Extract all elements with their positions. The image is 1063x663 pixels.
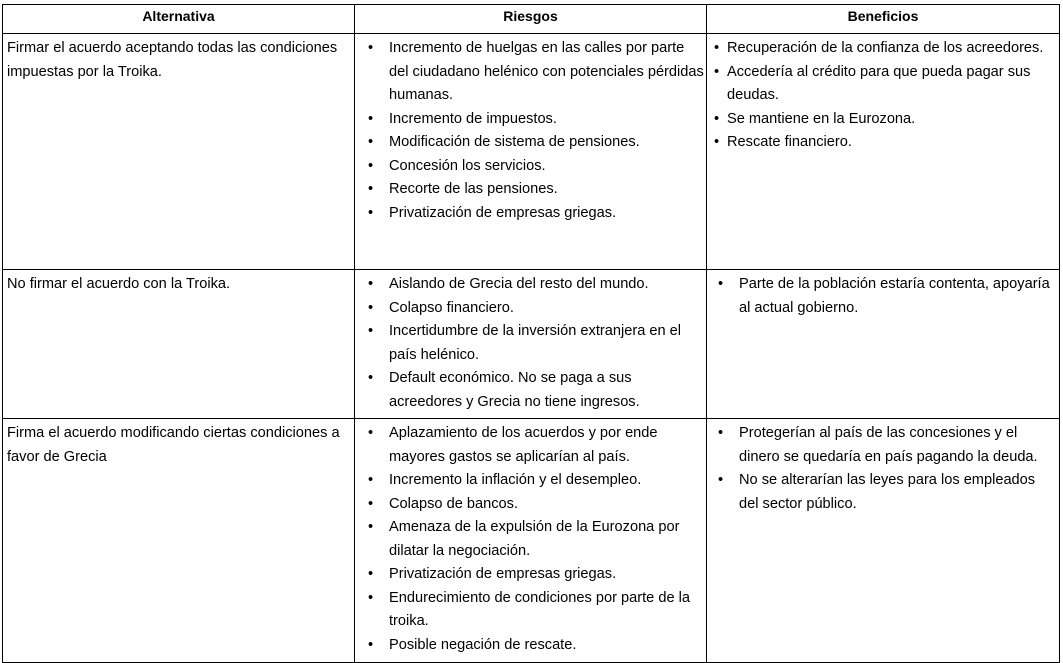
list-item: • No se alterarían las leyes para los empleados del sector público. (707, 469, 1057, 516)
riesgos-list (355, 422, 704, 657)
beneficios-list (707, 37, 1057, 155)
list-item: • Concesión los servicios. (355, 155, 704, 179)
list-item: • Aislando de Grecia del resto del mundo. (355, 273, 704, 297)
header-riesgos: Riesgos (355, 5, 707, 34)
beneficios-cell (707, 270, 1060, 419)
table-row (3, 270, 1060, 419)
header-alternativa: Alternativa (3, 5, 355, 34)
list-item: • Endurecimiento de condiciones por parte de la troika. (355, 587, 704, 634)
list-item: • Privatización de empresas griegas. (355, 202, 704, 226)
riesgos-cell (355, 34, 707, 270)
beneficios-list (707, 273, 1057, 320)
list-item: • Parte de la población estaría contenta, apoyaría al actual gobierno. (707, 273, 1057, 320)
list-item: • Incertidumbre de la inversión extranjera en el país helénico. (355, 320, 704, 367)
alternativa-cell: No firmar el acuerdo con la Troika. (3, 270, 355, 419)
alternativa-cell: Firma el acuerdo modificando ciertas condiciones a favor de Grecia (3, 419, 355, 663)
riesgos-list (355, 273, 704, 414)
list-item: • Se mantiene en la Eurozona. (707, 108, 1057, 132)
list-item: • Accedería al crédito para que pueda pagar sus deudas. (707, 61, 1057, 108)
table-row (3, 34, 1060, 270)
beneficios-cell (707, 419, 1060, 663)
riesgos-cell (355, 419, 707, 663)
list-item: • Privatización de empresas griegas. (355, 563, 704, 587)
riesgos-list (355, 37, 704, 225)
list-item: • Posible negación de rescate. (355, 634, 704, 658)
list-item: • Incremento de impuestos. (355, 108, 704, 132)
list-item: • Protegerían al país de las concesiones y el dinero se quedaría en país pagando la deuda. (707, 422, 1057, 469)
list-item: • Rescate financiero. (707, 131, 1057, 155)
list-item: • Recorte de las pensiones. (355, 178, 704, 202)
list-item: • Colapso de bancos. (355, 493, 704, 517)
list-item: • Amenaza de la expulsión de la Eurozona por dilatar la negociación. (355, 516, 704, 563)
header-row (3, 5, 1060, 34)
table-row (3, 419, 1060, 663)
beneficios-cell (707, 34, 1060, 270)
beneficios-list (707, 422, 1057, 516)
list-item: • Aplazamiento de los acuerdos y por ende mayores gastos se aplicarían al país. (355, 422, 704, 469)
list-item: • Colapso financiero. (355, 297, 704, 321)
alternativa-cell: Firmar el acuerdo aceptando todas las condiciones impuestas por la Troika. (3, 34, 355, 270)
list-item: • Modificación de sistema de pensiones. (355, 131, 704, 155)
header-beneficios: Beneficios (707, 5, 1060, 34)
list-item: • Incremento la inflación y el desempleo. (355, 469, 704, 493)
decision-table (2, 4, 1060, 663)
list-item: • Incremento de huelgas en las calles por parte del ciudadano helénico con potenciales pérdidas humanas. (355, 37, 704, 108)
riesgos-cell (355, 270, 707, 419)
list-item: • Default económico. No se paga a sus acreedores y Grecia no tiene ingresos. (355, 367, 704, 414)
list-item: • Recuperación de la confianza de los acreedores. (707, 37, 1057, 61)
